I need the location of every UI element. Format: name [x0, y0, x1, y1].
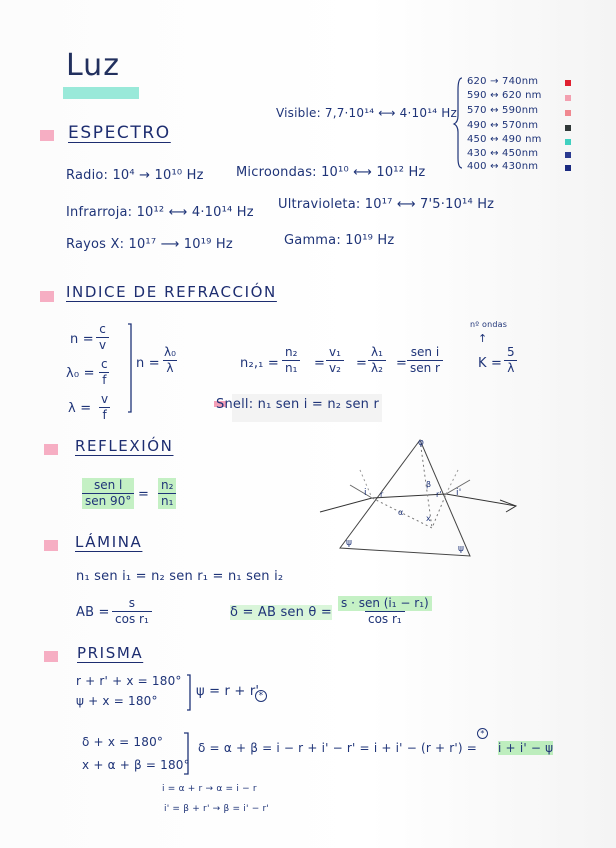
reflexion-lhs-den: sen 90° — [82, 493, 134, 509]
n-fraction-den: v — [96, 337, 109, 353]
n21-f1-num: n₂ — [285, 345, 298, 359]
visible-range: Visible: 7,7·10¹⁴ ⟷ 4·10¹⁴ Hz — [276, 106, 457, 120]
diagram-label-alpha: α — [398, 508, 404, 517]
band-swatch — [565, 139, 571, 145]
ab-fraction — [112, 596, 152, 627]
n21-f1-den: n₁ — [282, 360, 300, 376]
ab-lhs: AB = — [76, 605, 110, 620]
bracket-refraccion — [128, 324, 131, 412]
snell-law: Snell: n₁ sen i = n₂ sen r — [216, 397, 379, 412]
band-swatch — [565, 152, 571, 158]
reflexion-rhs-fraction — [158, 478, 176, 509]
lambda0-fraction — [98, 357, 111, 388]
band-item: 490 ↔ 570nm — [467, 120, 539, 131]
diagram-label-i-prime: i' — [456, 488, 462, 498]
n21-lhs: n₂,₁ = — [240, 356, 280, 371]
prisma-result-2-mark: * — [477, 728, 488, 739]
heading-marker — [40, 130, 54, 141]
equals-sign: = — [138, 487, 150, 502]
prisma-eq-2: ψ + x = 180° — [76, 694, 158, 708]
heading-prisma: PRISMA — [77, 644, 144, 662]
n-fraction-num: c — [99, 322, 106, 336]
n-relation-num: λ₀ — [164, 345, 176, 359]
n-relation-lhs: n = — [136, 356, 160, 371]
diagram-label-r: r — [380, 490, 384, 499]
lambda0-num: c — [101, 357, 108, 371]
band-swatch — [565, 125, 571, 131]
reflexion-rhs-den: n₁ — [158, 493, 176, 509]
lambda-lhs: λ = — [68, 401, 92, 416]
rayos-x-range: Rayos X: 10¹⁷ ⟶ 10¹⁹ Hz — [66, 237, 233, 252]
infrarroja-range: Infrarroja: 10¹² ⟷ 4·10¹⁴ Hz — [66, 205, 254, 220]
n-relation-den: λ — [163, 360, 176, 376]
prisma-note-2: i' = β + r' → β = i' − r' — [164, 804, 270, 814]
radio-range: Radio: 10⁴ → 10¹⁰ Hz — [66, 168, 204, 183]
band-item: 590 ↔ 620 nm — [467, 90, 542, 101]
heading-lamina: LÁMINA — [75, 533, 143, 551]
delta-den: cos r₁ — [365, 611, 405, 627]
heading-marker — [44, 540, 58, 551]
page-title: Luz — [66, 48, 120, 83]
band-item: 620 → 740nm — [467, 76, 539, 87]
band-item: 430 ↔ 450nm — [467, 148, 539, 159]
n21-fraction-4 — [407, 345, 443, 376]
n21-fraction-1 — [282, 345, 300, 376]
n21-fraction-2 — [326, 345, 344, 376]
delta-fraction — [338, 596, 432, 627]
prisma-note-1: i = α + r → α = i − r — [162, 784, 257, 794]
heading-marker — [40, 291, 54, 302]
equals-sign: = — [314, 356, 326, 371]
n21-f2-num: v₁ — [329, 345, 341, 359]
lambda0-den: f — [99, 372, 109, 388]
reflexion-lhs-num: sen l — [93, 478, 123, 492]
heading-reflexion: REFLEXIÓN — [75, 437, 174, 455]
n21-fraction-3 — [368, 345, 386, 376]
diagram-label-base-left: ψ — [346, 538, 353, 548]
heading-marker — [44, 651, 58, 662]
diagram-label-x: x — [426, 514, 431, 523]
n21-f3-num: λ₁ — [371, 345, 383, 359]
diagram-label-r-prime: r' — [436, 490, 442, 499]
n21-f4-num: sen i — [410, 345, 440, 359]
equals-sign: = — [356, 356, 368, 371]
k-fraction — [504, 345, 518, 376]
prisma-result-1-mark: * — [255, 690, 267, 702]
lambda-den: f — [99, 407, 109, 423]
k-num: 5 — [507, 345, 515, 359]
reflexion-rhs-num: n₂ — [161, 478, 174, 492]
ondas-note: nº ondas — [470, 320, 508, 329]
ultravioleta-range: Ultravioleta: 10¹⁷ ⟷ 7'5·10¹⁴ Hz — [278, 197, 495, 212]
band-item: 450 ↔ 490 nm — [467, 134, 542, 145]
band-swatch — [565, 80, 571, 86]
n-lhs: n = — [70, 332, 94, 347]
delta-expression: δ = AB sen θ = — [230, 605, 332, 620]
prisma-eq-4: x + α + β = 180° — [82, 758, 190, 772]
heading-indice: INDICE DE REFRACCIÓN — [66, 283, 277, 301]
ab-num: s — [128, 596, 135, 610]
brace-bands — [454, 78, 462, 168]
lamina-snell-chain: n₁ sen i₁ = n₂ sen r₁ = n₁ sen i₂ — [76, 569, 284, 584]
diagram-label-apex: φ — [418, 438, 425, 448]
diagram-label-i: i — [364, 488, 367, 498]
reflexion-lhs-fraction — [82, 478, 134, 509]
prisma-result-1: ψ = r + r' — [196, 684, 260, 699]
gamma-range: Gamma: 10¹⁹ Hz — [284, 233, 395, 248]
band-swatch — [565, 95, 571, 101]
bracket-prisma-1 — [187, 675, 190, 710]
prisma-result-2-tail: i + i' − ψ — [498, 741, 554, 755]
heading-marker — [44, 444, 58, 455]
k-den: λ — [504, 360, 517, 376]
prisma-result-2: δ = α + β = i − r + i' − r' = i + i' − (r + r') = — [198, 741, 478, 755]
k-lhs: K = — [478, 356, 503, 371]
band-swatch — [565, 165, 571, 171]
diagram-label-beta: β — [426, 480, 432, 489]
k-arrow: ↑ — [478, 332, 488, 345]
n-fraction — [96, 322, 109, 353]
equals-sign: = — [396, 356, 408, 371]
microondas-range: Microondas: 10¹⁰ ⟷ 10¹² Hz — [236, 165, 426, 180]
band-item: 400 ↔ 430nm — [467, 161, 539, 172]
delta-num: s · sen (i₁ − r₁) — [338, 596, 432, 611]
lambda-num: v — [101, 392, 109, 406]
band-item: 570 ↔ 590nm — [467, 105, 539, 116]
n21-f4-den: sen r — [407, 360, 443, 376]
heading-espectro: ESPECTRO — [68, 123, 171, 143]
diagram-label-base-right: ψ — [458, 544, 465, 554]
n-relation-fraction — [161, 345, 179, 376]
band-swatch — [565, 110, 571, 116]
n21-f2-den: v₂ — [326, 360, 344, 376]
ab-den: cos r₁ — [112, 611, 152, 627]
lambda-fraction — [98, 392, 111, 423]
prisma-eq-3: δ + x = 180° — [82, 735, 164, 749]
prisma-eq-1: r + r' + x = 180° — [76, 674, 182, 688]
lambda0-lhs: λ₀ = — [66, 366, 95, 381]
title-highlight — [63, 87, 139, 99]
n21-f3-den: λ₂ — [368, 360, 386, 376]
